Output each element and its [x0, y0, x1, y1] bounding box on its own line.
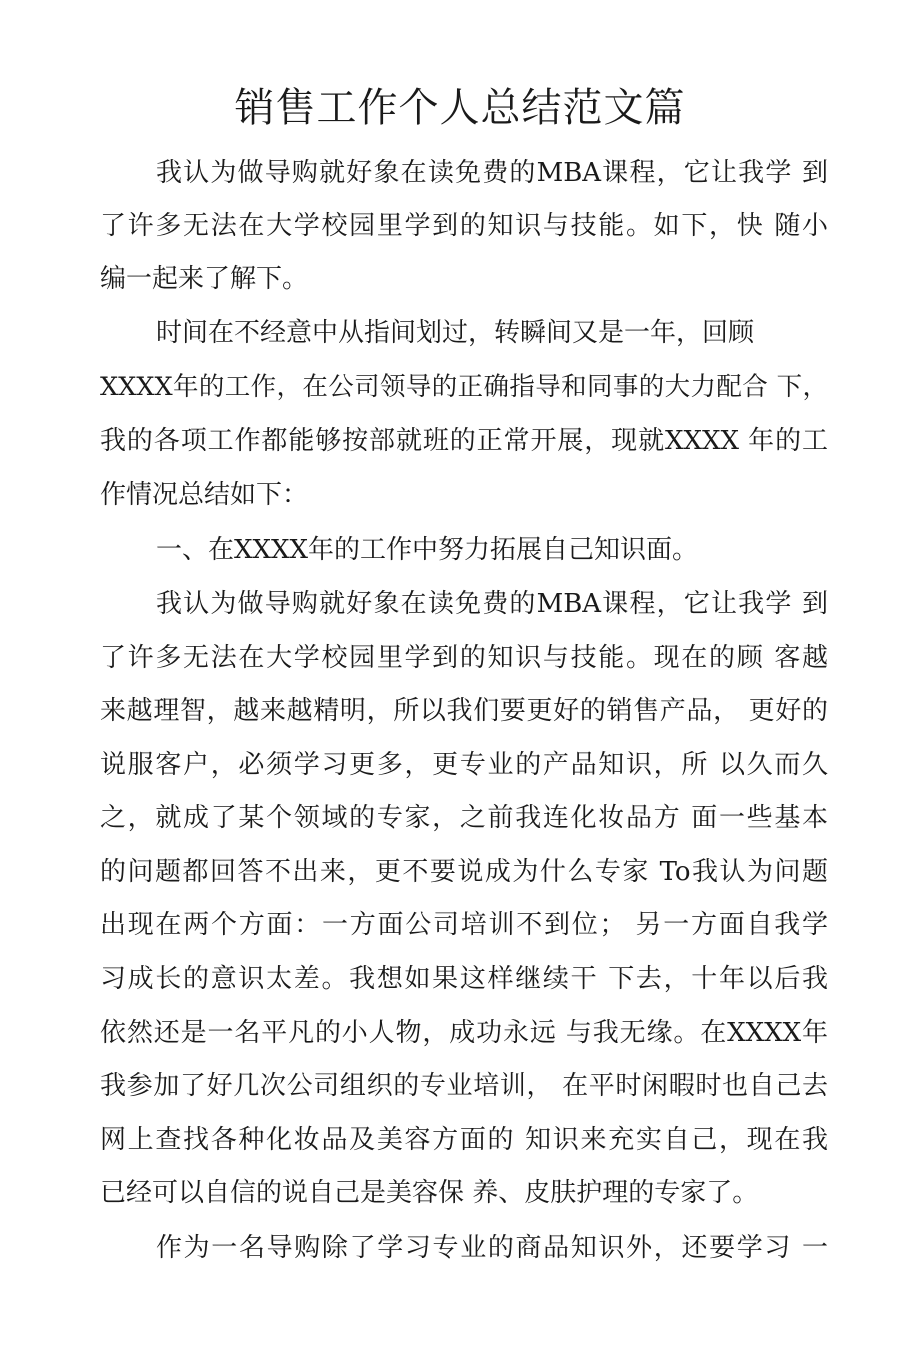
paragraph-line: 作情况总结如下：: [100, 480, 309, 510]
paragraph-line: 了许多无法在大学校园里学到的知识与技能。如下，快 随小: [100, 211, 828, 241]
document-title: 销售工作个人总结范文篇: [234, 85, 686, 131]
paragraph-line: 我认为做导购就好象在读免费的MBA课程，它让我学 到: [156, 158, 828, 188]
paragraph-line: 之，就成了某个领域的专家，之前我连化妆品方 面一些基本: [100, 803, 828, 833]
paragraph-line: 我认为做导购就好象在读免费的MBA课程，它让我学 到: [156, 589, 828, 619]
paragraph-line: 出现在两个方面：一方面公司培训不到位； 另一方面自我学: [100, 910, 828, 940]
section-heading: 一、在XXXX年的工作中努力拓展自己知识面。: [156, 535, 699, 565]
paragraph-line: 依然还是一名平凡的小人物，成功永远 与我无缘。在XXXX年: [100, 1018, 828, 1048]
paragraph-line: 我的各项工作都能够按部就班的正常开展，现就XXXX 年的工: [100, 426, 828, 456]
paragraph-line: 已经可以自信的说自己是美容保 养、皮肤护理的专家了。: [100, 1178, 759, 1208]
paragraph-line: 我参加了好几次公司组织的专业培训， 在平时闲暇时也自己去: [100, 1071, 828, 1101]
paragraph-line: 的问题都回答不出来，更不要说成为什么专家 To我认为问题: [100, 857, 828, 887]
paragraph-line: XXXX年的工作，在公司领导的正确指导和同事的大力配合 下，: [100, 372, 828, 402]
paragraph-line: 网上查找各种化妆品及美容方面的 知识来充实自己，现在我: [100, 1125, 828, 1155]
paragraph-line: 编一起来了解下。: [100, 264, 309, 294]
paragraph-line: 习成长的意识太差。我想如果这样继续干 下去，十年以后我: [100, 964, 828, 994]
paragraph-line: 说服客户，必须学习更多，更专业的产品知识，所 以久而久: [100, 750, 828, 780]
paragraph-line: 了许多无法在大学校园里学到的知识与技能。现在的顾 客越: [100, 643, 828, 673]
paragraph-line: 来越理智，越来越精明，所以我们要更好的销售产品， 更好的: [100, 696, 828, 726]
paragraph-line: 时间在不经意中从指间划过，转瞬间又是一年，回顾: [156, 318, 755, 348]
paragraph-line: 作为一名导购除了学习专业的商品知识外，还要学习 一: [156, 1233, 828, 1263]
